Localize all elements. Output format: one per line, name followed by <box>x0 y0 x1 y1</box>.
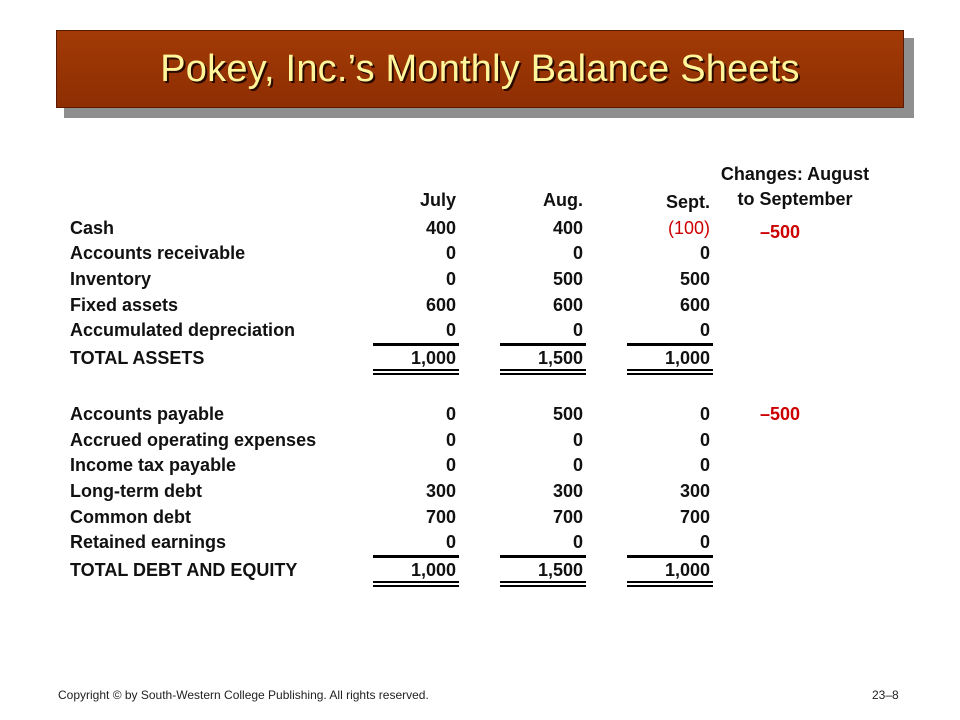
sept-value: 0 <box>699 243 710 263</box>
sept-value: 600 <box>679 295 710 315</box>
change-value: –500 <box>759 404 801 424</box>
july-value: 1,000 <box>410 348 456 368</box>
row-label: Common debt <box>70 507 191 527</box>
total-double-line <box>500 369 586 375</box>
july-value: 0 <box>445 404 456 424</box>
asset-row <box>0 320 960 346</box>
aug-value: 0 <box>572 430 583 450</box>
july-value: 300 <box>425 481 456 501</box>
july-value: 700 <box>425 507 456 527</box>
aug-value: 400 <box>552 218 583 238</box>
aug-value: 300 <box>552 481 583 501</box>
slide-title: Pokey, Inc.’s Monthly Balance Sheets <box>160 47 800 90</box>
sept-value: 0 <box>699 532 710 552</box>
sept-value: (100) <box>667 218 710 238</box>
sept-value: 0 <box>699 404 710 424</box>
subtotal-line <box>627 343 713 346</box>
asset-row <box>0 243 960 269</box>
row-label: Retained earnings <box>70 532 227 552</box>
total-double-line <box>373 581 459 587</box>
asset-row <box>0 295 960 321</box>
aug-value: 0 <box>572 320 583 340</box>
aug-value: 1,500 <box>537 348 583 368</box>
july-value: 0 <box>445 269 456 289</box>
sept-value: 0 <box>699 430 710 450</box>
subtotal-line <box>373 555 459 558</box>
july-value: 0 <box>445 320 456 340</box>
aug-value: 1,500 <box>537 560 583 580</box>
aug-value: 500 <box>552 269 583 289</box>
total-assets-row <box>0 348 960 374</box>
july-value: 400 <box>425 218 456 238</box>
subtotal-line <box>373 343 459 346</box>
liability-row <box>0 481 960 507</box>
sept-value: 1,000 <box>664 560 710 580</box>
title-banner <box>56 30 904 108</box>
row-label: Long-term debt <box>70 481 202 501</box>
sept-value: 0 <box>699 320 710 340</box>
july-value: 0 <box>445 430 456 450</box>
row-label: Accounts receivable <box>70 243 246 263</box>
july-value: 0 <box>445 455 456 475</box>
july-value: 0 <box>445 532 456 552</box>
row-label: Inventory <box>70 269 152 289</box>
total-double-line <box>627 581 713 587</box>
asset-row <box>0 218 960 244</box>
july-value: 1,000 <box>410 560 456 580</box>
asset-row <box>0 269 960 295</box>
copyright-text: Copyright © by South-Western College Publishing. All rights reserved. <box>58 688 429 702</box>
subtotal-line <box>500 555 586 558</box>
total-double-line <box>373 369 459 375</box>
sept-value: 300 <box>679 481 710 501</box>
total-double-line <box>627 369 713 375</box>
row-label: Cash <box>70 218 115 238</box>
sept-value: 1,000 <box>664 348 710 368</box>
header-sept: Sept. <box>665 192 710 212</box>
subtotal-line <box>500 343 586 346</box>
aug-value: 500 <box>552 404 583 424</box>
change-header-line1: Changes: August <box>720 164 870 184</box>
liability-row <box>0 455 960 481</box>
aug-value: 0 <box>572 243 583 263</box>
row-label: TOTAL DEBT AND EQUITY <box>70 560 298 580</box>
row-label: Accounts payable <box>70 404 225 424</box>
total-double-line <box>500 581 586 587</box>
row-label: Accrued operating expenses <box>70 430 317 450</box>
row-label: Fixed assets <box>70 295 179 315</box>
aug-value: 600 <box>552 295 583 315</box>
aug-value: 0 <box>572 532 583 552</box>
row-label: TOTAL ASSETS <box>70 348 205 368</box>
liability-row <box>0 404 960 430</box>
sept-value: 700 <box>679 507 710 527</box>
row-label: Accumulated depreciation <box>70 320 296 340</box>
change-value: –500 <box>759 222 801 242</box>
liability-row <box>0 532 960 558</box>
header-aug: Aug. <box>543 190 583 210</box>
change-header-line2: to September <box>737 189 853 209</box>
row-label: Income tax payable <box>70 455 237 475</box>
change-column-header <box>705 162 885 212</box>
header-july: July <box>419 190 456 210</box>
total-debt-equity-row <box>0 560 960 586</box>
sept-value: 0 <box>699 455 710 475</box>
sept-value: 500 <box>679 269 710 289</box>
aug-value: 700 <box>552 507 583 527</box>
liability-row <box>0 430 960 456</box>
liability-row <box>0 507 960 533</box>
aug-value: 0 <box>572 455 583 475</box>
july-value: 600 <box>425 295 456 315</box>
july-value: 0 <box>445 243 456 263</box>
subtotal-line <box>627 555 713 558</box>
page-number: 23–8 <box>872 688 899 702</box>
